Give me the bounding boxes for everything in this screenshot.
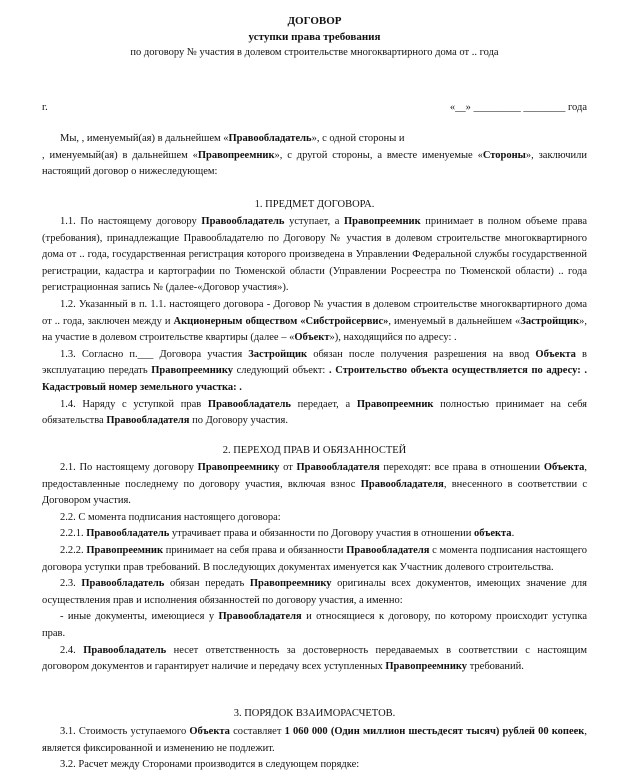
clause-2-3: 2.3. Правообладатель обязан передать Правопреемнику оригиналы всех документов, имеющих значение для осуществления прав и исполнения обязанностей по договору участия, а именно: [42, 578, 588, 606]
preamble-line-2: , именуемый(ая) в дальнейшем «Правопреемник», с другой стороны, а вместе именуемые «Стороны», заключили настоящий договор о нижеследующем: [42, 149, 587, 178]
clause-2-4: 2.4. Правообладатель несет ответственность за достоверность передаваемых в соответствии с настоящим договором документов и гарантирует наличие и передачу всех уступленных Правопреемнику требований. [42, 644, 587, 673]
clause-1-1: 1.1. По настоящему договору Правообладатель уступает, а Правопреемник принимает в полном объеме права (требования), принадлежащие Правообладателю по Договору № участия в долевом строительстве многоквартирного дома от .. года, государственная регистрация которого произведена в Управлении Федеральной службы государственной регистрации, кадастра и картографии по Тюменской области (Управлении Росреестра по Тюменской области) .. года регистрационная запись № (далее-«Договор участия»). [42, 216, 587, 294]
clause-1-3: 1.3. Согласно п.___ Договора участия Застройщик обязан после получения разрешения на ввод Объекта в эксплуатацию передать Правопреемнику следующий объект: . Строительство объекта осуществляется по адресу: . Кадастровый номер земельного участка: . [42, 348, 587, 393]
clause-2-2-2: 2.2.2. Правопреемник принимает на себя права и обязанности Правообладателя с момента подписания настоящего договора уступки прав требований. В последующих документах именуется как Участник долевого строительства. [42, 544, 588, 573]
place-label: г. [42, 102, 48, 113]
section-1-title: 1. ПРЕДМЕТ ДОГОВОРА. [254, 199, 375, 210]
document-title: ДОГОВОР [287, 15, 342, 27]
document-page [0, 13, 629, 783]
document-subtitle: уступки права требования [248, 31, 381, 43]
section-2-title: 2. ПЕРЕХОД ПРАВ И ОБЯЗАННОСТЕЙ [222, 445, 407, 456]
clause-2-1: 2.1. По настоящему договору Правопреемнику от Правообладателя переходят: все права в отношении Объекта, предоставленные последнему по договору участия, включая взнос Правообладателя, внесенного в соответствии с Договором участия. [42, 462, 588, 507]
date-label: «__» _________ ________ года [449, 102, 587, 113]
preamble [42, 131, 587, 181]
clause-3-2: 3.2. Расчет между Сторонами производится в следующем порядке: [60, 759, 360, 771]
document-reference-line: по договору № участия в долевом строительстве многоквартирного дома от .. года [130, 47, 499, 58]
clause-2-3-list-item: - иные документы, имеющиеся у Правообладателя и относящиеся к договору, по которому происходит уступка прав. [42, 611, 587, 639]
section-2-body [42, 460, 587, 676]
section-3-title: 3. ПОРЯДОК ВЗАИМОРАСЧЕТОВ. [233, 708, 396, 719]
clause-2-2-1: 2.2.1. Правообладатель утрачивает права и обязанности по Договору участия в отношении объекта. [60, 528, 515, 540]
section-3-body [42, 724, 587, 774]
preamble-line-1: Мы, , именуемый(ая) в дальнейшем «Правообладатель», с одной стороны и [60, 133, 405, 144]
place-date-row [42, 100, 587, 116]
clause-2-2: 2.2. С момента подписания настоящего договора: [60, 511, 281, 523]
clause-1-4: 1.4. Наряду с уступкой прав Правообладатель передает, а Правопреемник полностью принимает на себя обязательства Правообладателя по Договору участия. [42, 398, 587, 427]
section-1-body [42, 214, 587, 430]
clause-3-1: 3.1. Стоимость уступаемого Объекта составляет 1 060 000 (Один миллион шестьдесят тысяч) рублей 00 копеек, является фиксированной и изменению не подлежит. [42, 726, 587, 754]
clause-1-2: 1.2. Указанный в п. 1.1. настоящего договора - Договор № участия в долевом строительстве многоквартирного дома от .. года, заключен между и Акционерным обществом «Сибстройсервис», именуемый в дальнейшем «Застройщик», на участие в долевом строительстве квартиры (далее – «Объект»), находящийся по адресу: . [42, 298, 588, 344]
